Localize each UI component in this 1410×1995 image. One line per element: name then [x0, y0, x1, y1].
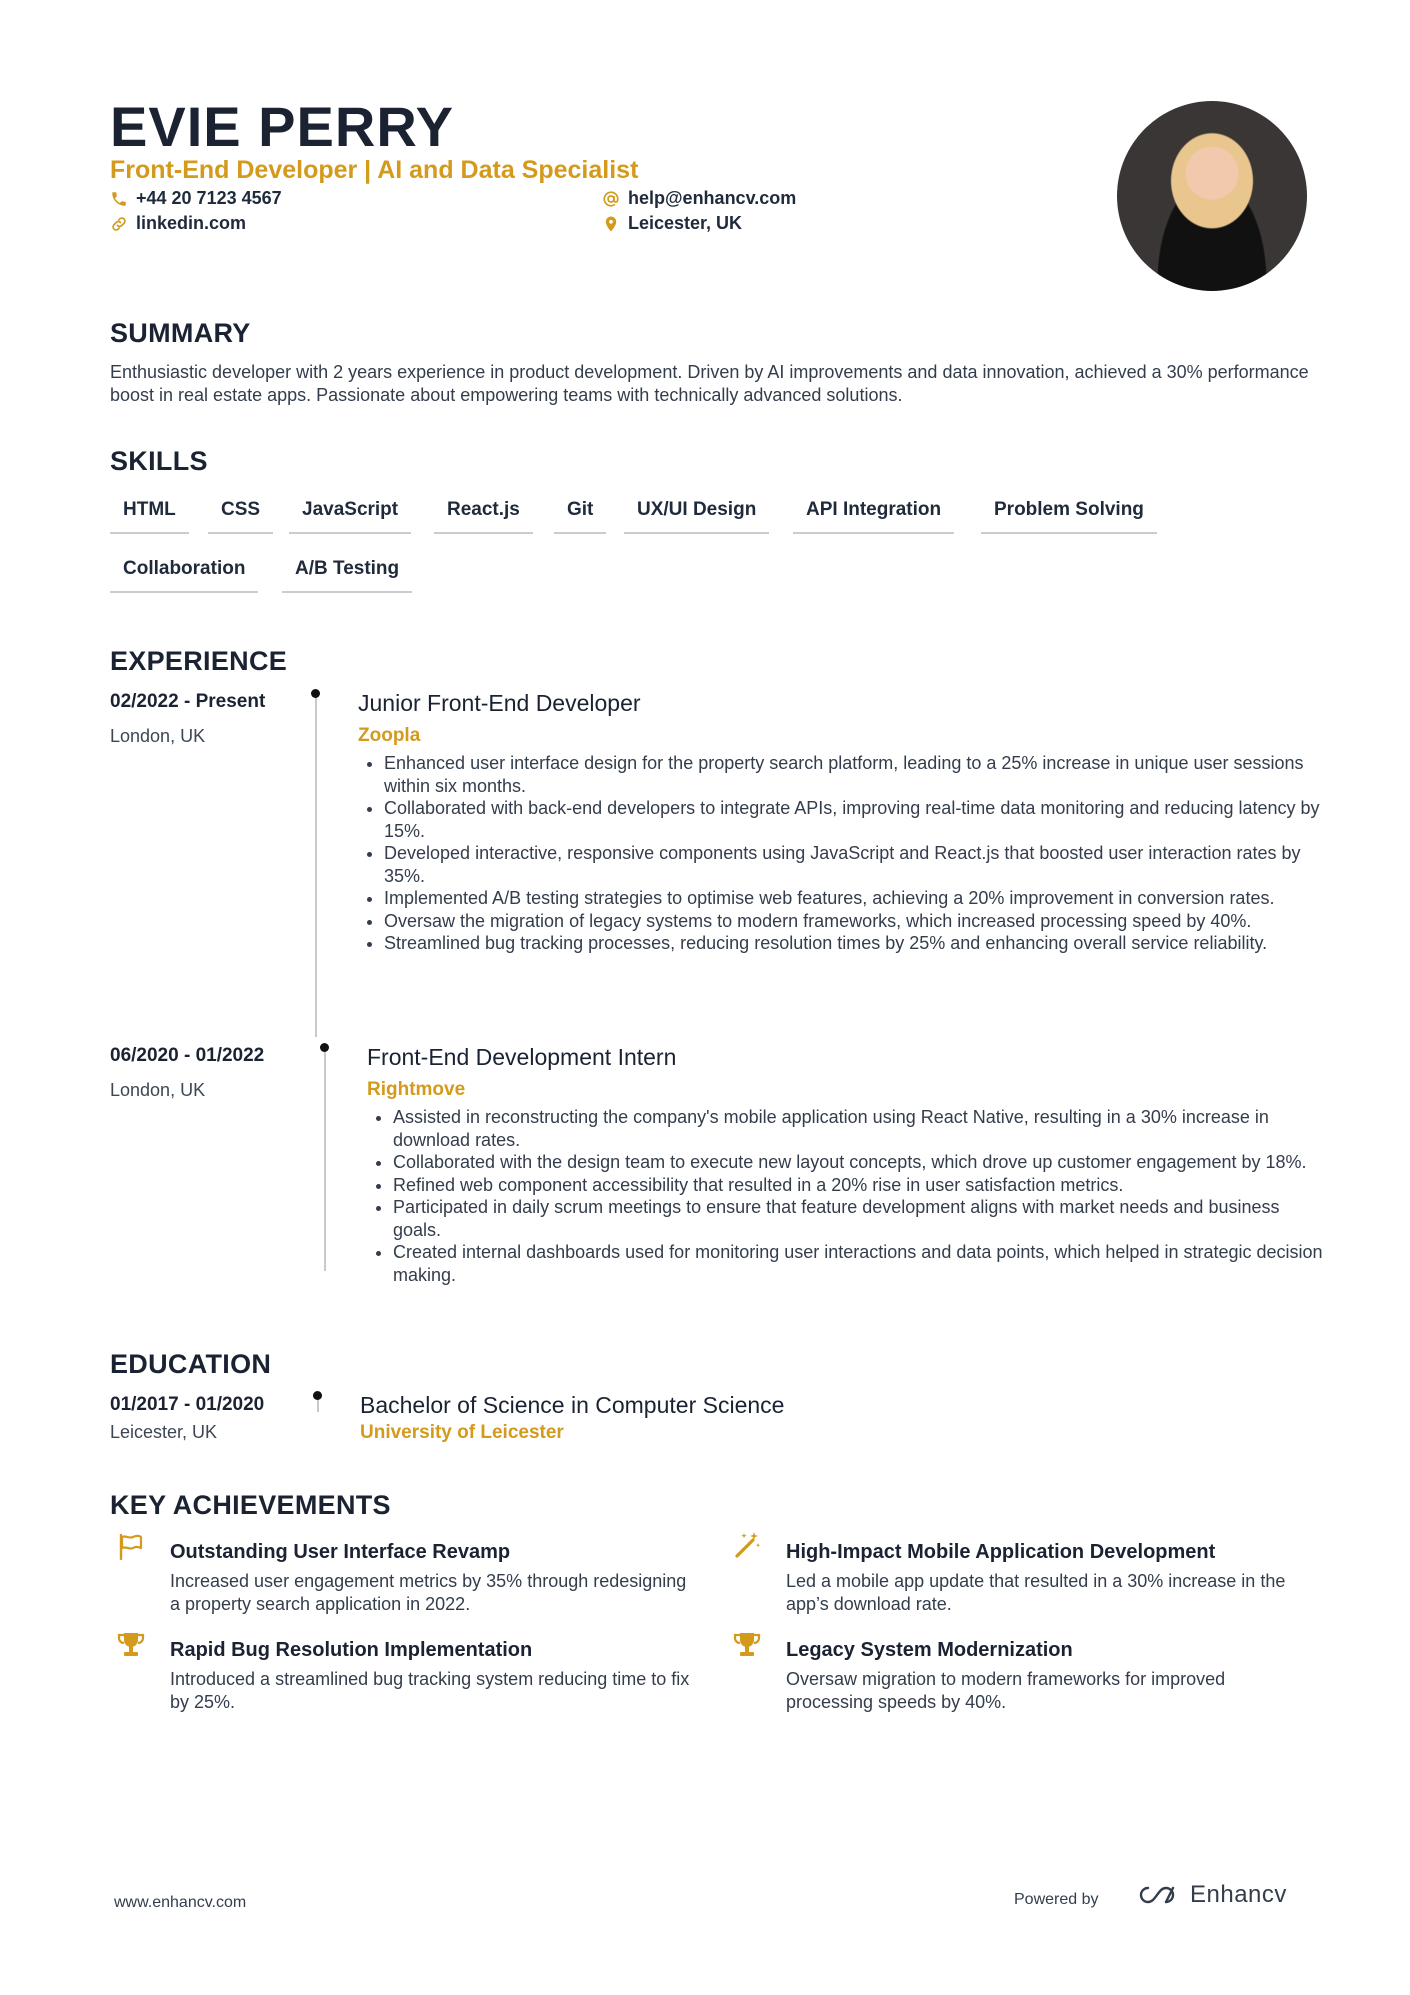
achievement-desc: Introduced a streamlined bug tracking system reducing time to fix by 25%.	[170, 1669, 690, 1712]
contact-location	[602, 213, 742, 234]
email-text: help@enhancv.com	[628, 188, 797, 208]
phone-icon	[110, 190, 128, 208]
location-text: Leicester, UK	[628, 213, 743, 233]
trophy-icon	[732, 1630, 762, 1660]
profile-photo	[1117, 101, 1307, 291]
brand-name: Enhancv	[1190, 1881, 1287, 1908]
job-role: Junior Front-End Developer	[358, 690, 641, 716]
at-sign-icon	[602, 190, 620, 208]
contact-email[interactable]	[602, 188, 796, 209]
summary-heading: SUMMARY	[110, 318, 251, 348]
achievement-title: Rapid Bug Resolution Implementation	[170, 1639, 533, 1661]
job-bullets	[371, 1106, 1326, 1286]
timeline-line	[315, 697, 317, 1037]
achievement-desc: Oversaw migration to modern frameworks for improved processing speeds by 40%.	[786, 1669, 1226, 1712]
magic-wand-icon	[732, 1530, 762, 1560]
contact-linkedin[interactable]	[110, 213, 246, 234]
education-dates: 01/2017 - 01/2020	[110, 1394, 265, 1415]
timeline-dot	[313, 1391, 322, 1400]
candidate-name: EVIE PERRY	[110, 95, 455, 158]
phone-text: +44 20 7123 4567	[136, 188, 282, 208]
job-role: Front-End Development Intern	[367, 1044, 677, 1070]
brand-logo[interactable]	[1134, 1881, 1287, 1909]
list-item: • Enhanced user interface design for the property search platform, leading to a 25% increase in unique user sessions within six months.	[384, 752, 1326, 797]
list-item: • Refined web component accessibility that resulted in a 20% rise in user satisfaction metrics.	[393, 1174, 1326, 1197]
timeline-line	[324, 1051, 326, 1271]
skill-tag: Collaboration	[110, 558, 258, 593]
achievement-desc: Led a mobile app update that resulted in a 30% increase in the app’s download rate.	[786, 1571, 1286, 1614]
footer-website[interactable]: www.enhancv.com	[114, 1894, 247, 1911]
powered-by-text: Powered by	[1014, 1891, 1099, 1908]
contact-phone	[110, 188, 282, 209]
skills-heading: SKILLS	[110, 446, 208, 476]
linkedin-text: linkedin.com	[136, 213, 247, 233]
skill-tag: A/B Testing	[282, 558, 412, 593]
education-location: Leicester, UK	[110, 1422, 218, 1442]
timeline-dot	[320, 1043, 329, 1052]
location-pin-icon	[602, 215, 620, 233]
skill-tag: Problem Solving	[981, 499, 1157, 534]
list-item: • Assisted in reconstructing the company's mobile application using React Native, resulting in a 30% increase in download rates.	[393, 1106, 1326, 1151]
job-location: London, UK	[110, 726, 206, 746]
list-item: • Participated in daily scrum meetings to ensure that feature development aligns with market needs and business goals.	[393, 1196, 1326, 1241]
enhancv-logo-icon	[1134, 1883, 1180, 1907]
list-item: • Developed interactive, responsive components using JavaScript and React.js that boosted user interaction rates by 35%.	[384, 842, 1326, 887]
skill-tag: CSS	[208, 499, 273, 534]
education-heading: EDUCATION	[110, 1349, 272, 1379]
list-item: • Created internal dashboards used for monitoring user interactions and data points, which helped in strategic decision making.	[393, 1241, 1326, 1286]
list-item: • Collaborated with the design team to execute new layout concepts, which drove up customer engagement by 18%.	[393, 1151, 1326, 1174]
list-item: • Collaborated with back-end developers to integrate APIs, improving real-time data monitoring and reducing latency by 15%.	[384, 797, 1326, 842]
skill-tag: HTML	[110, 499, 189, 534]
experience-heading: EXPERIENCE	[110, 646, 288, 676]
achievement-desc: Increased user engagement metrics by 35% through redesigning a property search application in 2022.	[170, 1571, 687, 1614]
skill-tag: React.js	[434, 499, 533, 534]
achievement-title: High-Impact Mobile Application Development	[786, 1541, 1216, 1563]
list-item: • Streamlined bug tracking processes, reducing resolution times by 25% and enhancing overall service reliability.	[384, 932, 1326, 955]
flag-icon	[116, 1531, 146, 1561]
list-item: • Implemented A/B testing strategies to optimise web features, achieving a 20% improvement in conversion rates.	[384, 887, 1326, 910]
job-location: London, UK	[110, 1080, 206, 1100]
achievement-title: Legacy System Modernization	[786, 1639, 1073, 1661]
timeline-dot	[311, 689, 320, 698]
job-company: Rightmove	[367, 1079, 466, 1100]
trophy-icon	[116, 1630, 146, 1660]
skill-tag: UX/UI Design	[624, 499, 769, 534]
job-bullets	[362, 752, 1326, 955]
job-company: Zoopla	[358, 725, 421, 746]
achievement-title: Outstanding User Interface Revamp	[170, 1541, 511, 1563]
education-school: University of Leicester	[360, 1422, 564, 1443]
timeline-line	[317, 1398, 319, 1412]
link-icon	[110, 215, 128, 233]
summary-text: Enthusiastic developer with 2 years experience in product development. Driven by AI improvements and data innovation, achieved a 30% performance boost in real estate apps. Passionate about empowering teams with technically advanced solutions.	[110, 362, 1309, 405]
skill-tag: API Integration	[793, 499, 954, 534]
achievements-heading: KEY ACHIEVEMENTS	[110, 1490, 391, 1520]
skill-tag: JavaScript	[289, 499, 411, 534]
candidate-title: Front-End Developer | AI and Data Specialist	[110, 156, 639, 184]
job-dates: 06/2020 - 01/2022	[110, 1045, 265, 1066]
list-item: • Oversaw the migration of legacy systems to modern frameworks, which increased processing speed by 40%.	[384, 910, 1326, 933]
education-degree: Bachelor of Science in Computer Science	[360, 1392, 785, 1418]
job-dates: 02/2022 - Present	[110, 691, 266, 712]
skill-tag: Git	[554, 499, 606, 534]
